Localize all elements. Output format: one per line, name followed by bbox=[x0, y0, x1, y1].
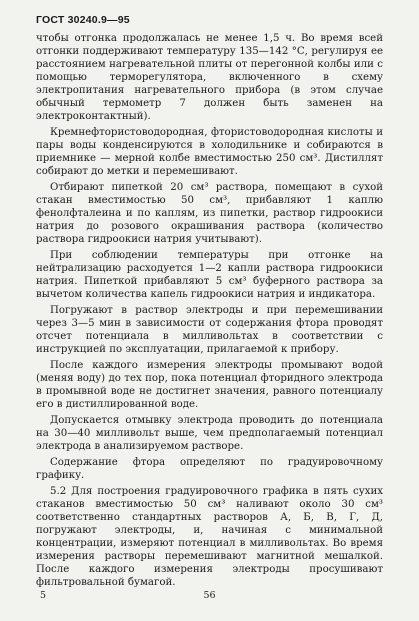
paragraph: чтобы отгонка продолжалась не менее 1,5 ч. Во время всей отгонки поддерживают температуру 135—142 °С, регулируя ее расстоянием нагревательной плиты от перегонной колбы или с помощью терморегулятора, включенного в схему электропитания нагревательного прибора (в этом случае обычный термометр 7 должен быть заменен на электроконтактный). bbox=[36, 33, 383, 122]
paragraph: Отбирают пипеткой 20 см³ раствора, помещают в сухой стакан вместимостью 50 см³, прибавляют 1 каплю фенолфталеина и по каплям, из пипетки, раствор гидроокиси натрия до розового окрашивания раствора (количество раствора гидроокиси натрия учитывают). bbox=[36, 182, 383, 245]
paragraph: После каждого измерения электроды промывают водой (меняя воду) до тех пор, пока потенциал фторидного электрода в промывной воде не достигнет значения, равного потенциалу его в дистиллированной воде. bbox=[36, 360, 383, 410]
document-body bbox=[36, 32, 383, 589]
paragraph: Кремнефтористоводородная, фтористоводородная кислоты и пары воды конденсируются в холодильнике и собираются в приемнике — мерной колбе вместимостью 250 см³. Дистиллят собирают до метки и перемешивают. bbox=[36, 127, 383, 177]
footer-left-number: 5 bbox=[40, 590, 47, 601]
paragraph: 5.2 Для построения градуировочного графика в пять сухих стаканов вместимостью 50 см³ наливают около 30 см³ соответственно стандартных растворов А, Б, В, Г, Д, погружают электроды, и, начиная с минимальной концентрации, измеряют потенциал в милливольтах. Во время измерения растворы перемешивают магнитной мешалкой. После каждого измерения электроды просушивают фильтровальной бумагой. bbox=[36, 486, 383, 588]
paragraph: Содержание фтора определяют по градуировочному графику. bbox=[36, 457, 383, 481]
paragraph: При соблюдении температуры при отгонке на нейтрализацию расходуется 1—2 капли раствора гидроокиси натрия. Пипеткой прибавляют 5 см³ буферного раствора за вычетом количества капель гидроокиси натрия и индикатора. bbox=[36, 250, 383, 300]
paragraph: Погружают в раствор электроды и при перемешивании через 3—5 мин в зависимости от содержания фтора проводят отсчет потенциала в милливольтах в соответствии с инструкцией по эксплуатации, прилагаемой к прибору. bbox=[36, 305, 383, 355]
document-header: ГОСТ 30240.9—95 bbox=[36, 14, 130, 26]
paragraph: Допускается отмывку электрода проводить до потенциала на 30—40 милливольт выше, чем предполагаемый потенциал электрода в анализируемом растворе. bbox=[36, 415, 383, 452]
page-number: 56 bbox=[203, 590, 216, 601]
